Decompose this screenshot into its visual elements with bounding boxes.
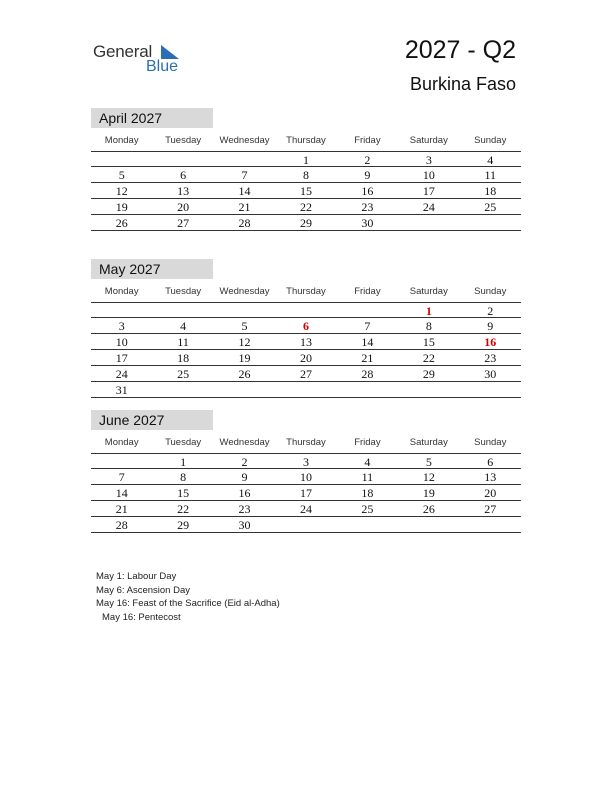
day-cell: 7: [364, 319, 371, 333]
day-cell: 6: [487, 455, 494, 469]
day-cell: 18: [177, 351, 190, 365]
weekday-header: Thursday: [286, 286, 326, 297]
day-cell: 3: [425, 153, 432, 167]
day-cell: 8: [302, 168, 309, 182]
weekday-header: Thursday: [286, 135, 326, 146]
day-cell: 30: [484, 367, 497, 381]
weekday-header: Saturday: [409, 437, 448, 448]
day-cell: [91, 303, 152, 317]
week-row: [91, 485, 521, 501]
weekday-header: Wednesday: [219, 437, 270, 448]
day-cell: 9: [487, 319, 494, 333]
day-cell: 20: [177, 200, 190, 214]
day-cell: 6: [180, 168, 187, 182]
weekday-header-row: [91, 433, 521, 453]
month-april: [91, 108, 521, 231]
day-cell: 22: [422, 351, 435, 365]
day-cell: 31: [115, 383, 128, 397]
month-label: April 2027: [91, 108, 213, 128]
day-cell: 17: [115, 351, 128, 365]
week-row: [91, 215, 521, 231]
day-cell: 24: [115, 367, 128, 381]
weekday-header-row: [91, 131, 521, 151]
day-cell: 28: [115, 518, 128, 532]
day-cell: 15: [177, 486, 190, 500]
day-cell: 23: [238, 502, 251, 516]
day-cell: 26: [422, 502, 435, 516]
logo: [93, 40, 193, 80]
week-row: [91, 382, 521, 398]
day-cell: 3: [302, 455, 309, 469]
weekday-header: Saturday: [409, 135, 448, 146]
day-cell: 27: [484, 502, 497, 516]
holiday-note: May 1: Labour Day: [96, 571, 177, 582]
day-cell: 30: [238, 518, 251, 532]
day-cell: 25: [484, 200, 497, 214]
week-row: [91, 199, 521, 215]
day-cell: 3: [118, 319, 125, 333]
month-label: June 2027: [91, 410, 213, 430]
week-row: [91, 167, 521, 183]
day-cell: 21: [238, 200, 251, 214]
day-cell: [214, 382, 275, 397]
day-cell: [91, 152, 152, 166]
week-row: [91, 318, 521, 334]
day-cell: 29: [299, 216, 312, 230]
day-cell: 9: [364, 168, 371, 182]
day-cell: 15: [422, 335, 435, 349]
day-cell: [275, 382, 336, 397]
day-cell: 7: [241, 168, 248, 182]
day-cell: 28: [238, 216, 251, 230]
holiday-day-cell: 1: [425, 304, 432, 318]
day-cell: 30: [361, 216, 374, 230]
weekday-header: Friday: [354, 135, 381, 146]
logo-blue-text: Blue: [146, 58, 179, 75]
day-cell: 13: [484, 470, 497, 484]
week-row: [91, 334, 521, 350]
day-cell: [152, 152, 213, 166]
day-cell: [398, 517, 459, 532]
day-cell: [214, 152, 275, 166]
weekday-header: Sunday: [474, 135, 507, 146]
week-row: [91, 302, 521, 318]
day-cell: 25: [361, 502, 374, 516]
day-cell: 20: [484, 486, 497, 500]
day-cell: 8: [180, 470, 187, 484]
holiday-note: May 16: Feast of the Sacrifice (Eid al-Adha): [96, 598, 280, 609]
weekday-header: Wednesday: [219, 135, 270, 146]
day-cell: 18: [484, 184, 497, 198]
day-cell: 27: [299, 367, 312, 381]
day-cell: 12: [422, 470, 435, 484]
day-cell: 17: [299, 486, 312, 500]
day-cell: 27: [177, 216, 190, 230]
day-cell: 13: [299, 335, 312, 349]
day-cell: 4: [180, 319, 187, 333]
day-cell: 11: [177, 335, 189, 349]
day-cell: 24: [299, 502, 312, 516]
day-cell: 16: [238, 486, 251, 500]
day-cell: 19: [422, 486, 435, 500]
holiday-day-cell: 6: [302, 319, 309, 333]
day-cell: 10: [115, 335, 128, 349]
day-cell: 17: [422, 184, 435, 198]
day-cell: 2: [241, 455, 248, 469]
week-row: [91, 517, 521, 533]
day-cell: 22: [299, 200, 312, 214]
day-cell: [337, 303, 398, 317]
day-cell: 18: [361, 486, 374, 500]
day-cell: 13: [177, 184, 190, 198]
day-cell: [337, 382, 398, 397]
weekday-header-row: [91, 282, 521, 302]
holiday-note: May 6: Ascension Day: [96, 584, 190, 596]
day-cell: 4: [487, 153, 494, 167]
week-row: [91, 183, 521, 199]
weekday-header: Monday: [104, 437, 139, 448]
day-cell: 29: [422, 367, 435, 381]
weekday-header: Wednesday: [219, 286, 270, 297]
day-cell: 1: [180, 455, 187, 469]
day-cell: 12: [238, 335, 251, 349]
day-cell: 15: [299, 184, 312, 198]
day-cell: 14: [115, 486, 128, 500]
day-cell: 12: [115, 184, 128, 198]
day-cell: 28: [361, 367, 374, 381]
week-row: [91, 469, 521, 485]
day-cell: 29: [177, 518, 190, 532]
day-cell: 5: [118, 168, 125, 182]
day-cell: [275, 303, 336, 317]
day-cell: 24: [422, 200, 435, 214]
page-title: 2027 - Q2: [404, 36, 516, 64]
week-row: [91, 501, 521, 517]
day-cell: 23: [361, 200, 374, 214]
weekday-header: Sunday: [474, 437, 507, 448]
day-cell: 2: [364, 153, 371, 167]
month-june: [91, 410, 521, 533]
day-cell: 21: [115, 502, 128, 516]
day-cell: 2: [487, 304, 494, 318]
day-cell: 9: [241, 470, 248, 484]
day-cell: 14: [238, 184, 251, 198]
country-name: Burkina Faso: [409, 74, 516, 94]
day-cell: 7: [118, 470, 125, 484]
day-cell: 11: [484, 168, 497, 182]
day-cell: 19: [238, 351, 251, 365]
holiday-day-cell: 16: [484, 335, 497, 349]
day-cell: 26: [238, 367, 251, 381]
weekday-header: Tuesday: [165, 286, 202, 297]
day-cell: 1: [302, 153, 309, 167]
day-cell: [460, 517, 521, 532]
day-cell: 19: [115, 200, 128, 214]
day-cell: 16: [361, 184, 374, 198]
weekday-header: Tuesday: [165, 437, 202, 448]
logo-triangle-icon: [161, 45, 179, 59]
day-cell: 14: [361, 335, 374, 349]
weekday-header: Friday: [354, 437, 381, 448]
logo-general-text: General: [93, 42, 153, 61]
weekday-header: Tuesday: [165, 135, 202, 146]
day-cell: 5: [425, 455, 432, 469]
month-label: May 2027: [91, 259, 213, 279]
day-cell: 23: [484, 351, 497, 365]
weekday-header: Friday: [354, 286, 381, 297]
holiday-notes: [96, 570, 280, 624]
day-cell: 26: [115, 216, 128, 230]
day-cell: [460, 382, 521, 397]
weekday-header: Monday: [104, 135, 139, 146]
day-cell: [91, 454, 152, 468]
week-row: [91, 151, 521, 167]
day-cell: [460, 215, 521, 230]
weekday-header: Monday: [104, 286, 139, 297]
month-may: [91, 259, 521, 398]
day-cell: [214, 303, 275, 317]
day-cell: [275, 517, 336, 532]
day-cell: 4: [364, 455, 371, 469]
day-cell: [398, 382, 459, 397]
day-cell: 22: [177, 502, 190, 516]
day-cell: 10: [422, 168, 435, 182]
day-cell: 21: [361, 351, 374, 365]
day-cell: [398, 215, 459, 230]
day-cell: [152, 303, 213, 317]
day-cell: [152, 382, 213, 397]
week-row: [91, 453, 521, 469]
holiday-note: May 16: Pentecost: [102, 611, 181, 623]
week-row: [91, 366, 521, 382]
day-cell: 8: [425, 319, 432, 333]
day-cell: 25: [177, 367, 190, 381]
day-cell: 10: [299, 470, 312, 484]
day-cell: 11: [361, 470, 374, 484]
weekday-header: Saturday: [409, 286, 448, 297]
day-cell: 5: [241, 319, 248, 333]
week-row: [91, 350, 521, 366]
weekday-header: Sunday: [474, 286, 507, 297]
day-cell: 20: [299, 351, 312, 365]
day-cell: [337, 517, 398, 532]
weekday-header: Thursday: [286, 437, 326, 448]
